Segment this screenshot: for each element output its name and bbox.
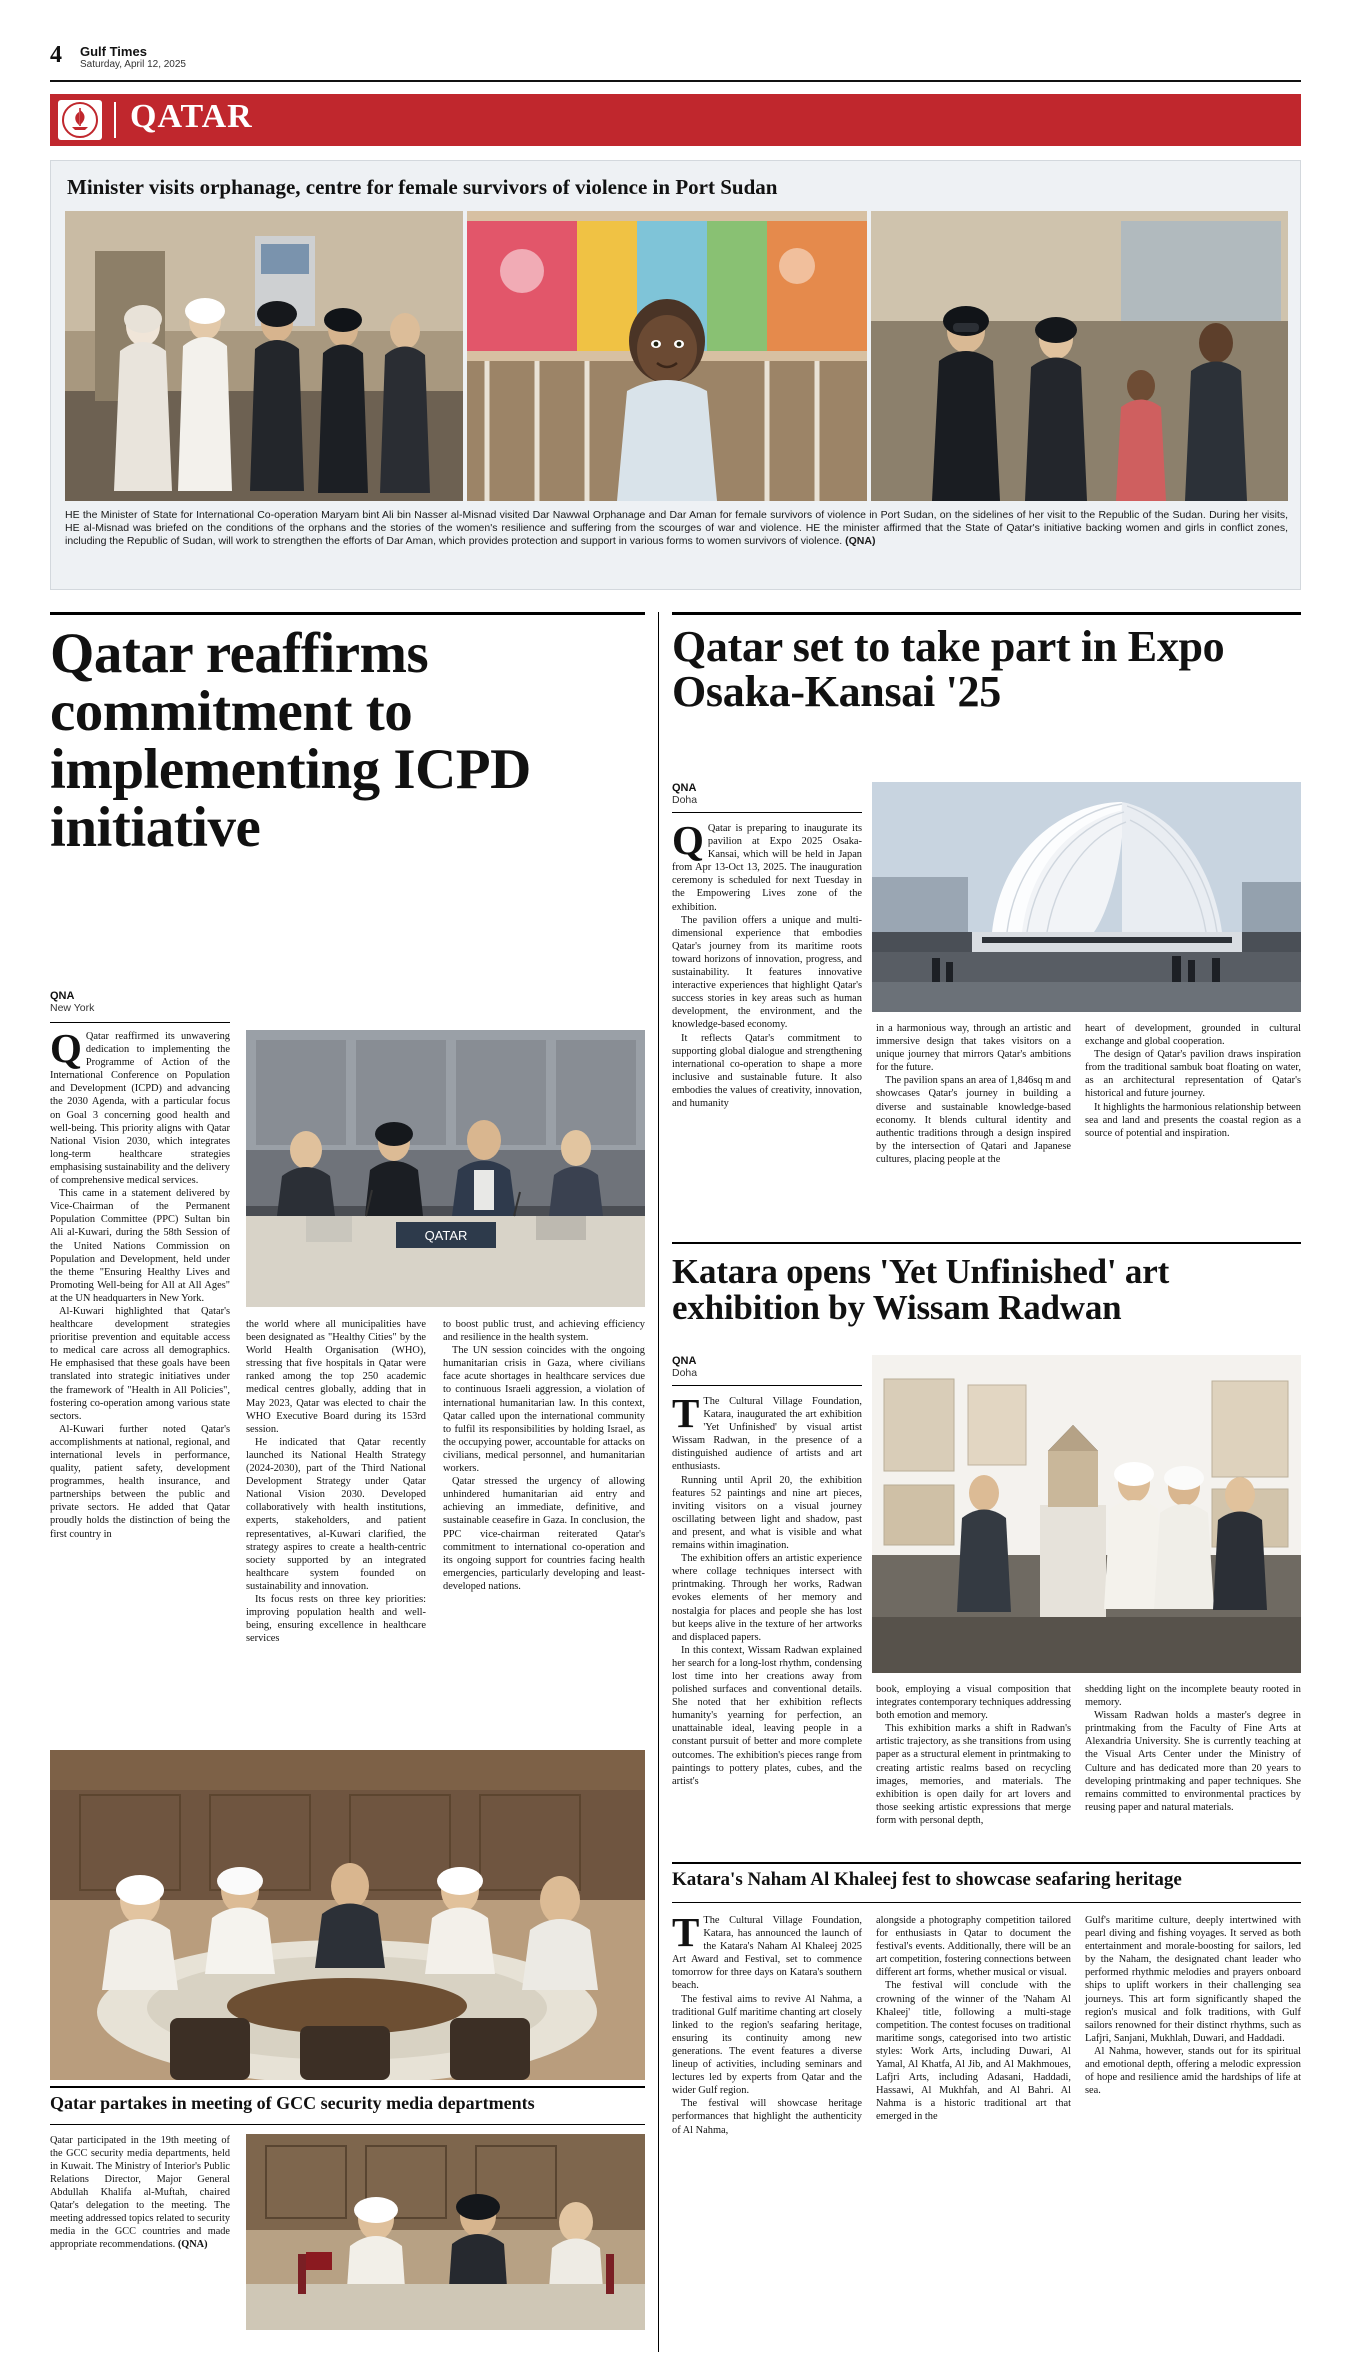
lead-dropcap: Q: [50, 1025, 82, 1071]
katara-col2-p1: book, employing a visual composition that integrates contemporary techniques addressing both emotion and memory.: [876, 1684, 1071, 1722]
photo-expo-pavilion: [872, 782, 1301, 1012]
katara-col2-p2: This exhibition marks a shift in Radwan's artistic trajectory, as she transitions from using paper as a structural element in printmaking to creating artistic realms based on recycling images, memories, and materials. The exhibition is open daily for art lovers and those seeking artistic expressions that merge form with personal depth,: [876, 1723, 1071, 1826]
lead-col3-p1: to boost public trust, and achieving efficiency and resilience in the health system.: [443, 1319, 645, 1344]
expo-headline: Qatar set to take part in Expo Osaka-Kansai '25: [672, 622, 1225, 716]
rule-lead-top: [50, 612, 645, 615]
gcc-headline: Qatar partakes in meeting of GCC security media departments: [50, 2093, 535, 2113]
naham-column-3: [1085, 1914, 1301, 2344]
gcc-caption: [50, 2134, 230, 2334]
lead-byline: [50, 990, 94, 1014]
lead-byline-place: New York: [50, 1002, 95, 1014]
naham-col1-p1: The Cultural Village Foundation, Katara, has announced the launch of the Katara's Naham Al Khaleej 2025 Art Award and Festival, set to commence tomorrow for three days on Katara's southern beach.: [672, 1915, 862, 1992]
lead-col1-p4: Al-Kuwari further noted Qatar's accomplishments at national, regional, and international levels in performance, quality, patient safety, development programmes, health insurance, and partnerships between the public and private sectors. He added that Qatar proudly holds the distinction of being the first country in: [50, 1423, 230, 1540]
photo-row: [65, 211, 1288, 501]
katara-col1-p1: The Cultural Village Foundation, Katara, inaugurated the art exhibition 'Yet Unfinished' by visual artist Wissam Radwan, in the presence of a distinguished audience of artists and art enthusiasts.: [672, 1396, 862, 1473]
top-package-caption-text: HE the Minister of State for International Co-operation Maryam bint Ali bin Nasser al-Misnad visited Dar Nawwal Orphanage and Dar Aman for female survivors of violence in Port Sudan, on the sidelines of her visit to the Republic of the Sudan. During her visits, HE al-Misnad was briefed on the conditions of the orphans and the stories of the women's resilience and suffering from the scourges of war and violence. HE the minister affirmed that the State of Qatar's initiative backing women and girls in conflict zones, including the Republic of Sudan, will work to strengthen the efforts of Dar Aman, which provides protection and support in various forms to women survivors of violence.: [65, 509, 1288, 547]
photo-katara-exhibition: [872, 1355, 1301, 1673]
page-number: 4: [50, 42, 62, 68]
katara-headline: Katara opens 'Yet Unfinished' art exhibition by Wissam Radwan: [672, 1252, 1170, 1327]
lead-column-3: [443, 1318, 645, 1728]
masthead: [50, 42, 1301, 82]
top-package-caption: [65, 509, 1288, 548]
katara-byline-place: Doha: [672, 1367, 698, 1379]
naham-col2-p1: alongside a photography competition tailored for enthusiasts in Qatar to document the festival's events. Additionally, there will be an art competition, fostering connections between different art forms, whether musical or visual.: [876, 1915, 1071, 1979]
katara-column-1: [672, 1390, 862, 1845]
lead-column-1: [50, 1025, 230, 1720]
katara-col1-p3: The exhibition offers an artistic experience where collage techniques intersect with printmaking. Through her works, Radwan evokes elements of her memory and nostalgia for places and people she has lost but keeps alive in the texture of her artworks and displaced papers.: [672, 1553, 862, 1643]
katara-dropcap: T: [672, 1390, 700, 1436]
photo-gcc-meeting: [50, 1750, 645, 2080]
naham-col1-p3: The festival will showcase heritage performances that highlight the authenticity of Al Nahma,: [672, 2098, 862, 2136]
photo-orphanage-visit-2: [467, 211, 867, 501]
lead-col3-p3: Qatar stressed the urgency of allowing unhindered humanitarian aid entry and achieving an immediate, definitive, and sustainable ceasefire in Gaza. In conclusion, the PPC vice-chairman reiterated Qatar's commitment to international co-operation and its ongoing support for countries facing health emergencies, particularly developing and least-developed nations.: [443, 1476, 645, 1592]
naham-column-2: [876, 1914, 1071, 2344]
top-photo-package: [50, 160, 1301, 590]
expo-col1-p3: It reflects Qatar's commitment to supporting global dialogue and strengthening international co-operation to shape a more inclusive and sustainable future. It also embodies the values of creativity, innovation, and humanity: [672, 1032, 862, 1109]
katara-story: [672, 1254, 1301, 1325]
lead-column-2: [246, 1318, 426, 1728]
expo-column-2: [876, 1022, 1071, 1222]
rule-vertical-center: [658, 612, 659, 2352]
section-divider: [114, 102, 116, 138]
rule-gcc-top: [50, 2086, 645, 2088]
gcc-caption-text: Qatar participated in the 19th meeting of the GCC security media departments, held in Kuwait. The Ministry of Interior's Public Relations Director, Major General Abdullah Khalifa al-Muftah, chaired Qatar's delegation to the meeting. The meeting addressed topics related to security media in the GCC countries and made appropriate recommendations.: [50, 2135, 230, 2250]
katara-col3-p1: shedding light on the incomplete beauty rooted in memory.: [1085, 1684, 1301, 1709]
katara-col3-p2: Wissam Radwan holds a master's degree in printmaking from the Faculty of Fine Arts at Alexandria University. She is currently teaching at the Visual Arts Center under the Ministry of Culture and has dedicated more than 20 years to developing printmaking and paper techniques. She remains committed to environmental practices by reusing paper and natural materials.: [1085, 1710, 1301, 1813]
naham-dropcap: T: [672, 1909, 700, 1955]
lead-byline-rule: [50, 1022, 230, 1023]
expo-byline: [672, 782, 697, 806]
katara-byline-rule: [672, 1385, 862, 1386]
rule-gcc-bottom: [50, 2124, 645, 2125]
expo-column-1: [672, 817, 862, 1222]
rule-katara-top: [672, 1242, 1301, 1244]
expo-col1-p1: Qatar is preparing to inaugurate its pavilion at Expo 2025 Osaka-Kansai, which will be held in Japan from Apr 13-Oct 13, 2025. The inauguration ceremony is scheduled for next Tuesday in the Empowering Lives zone of the exhibition.: [672, 823, 862, 913]
svg-text:QATAR: QATAR: [424, 1228, 468, 1243]
gulf-times-logo-icon: [58, 100, 102, 140]
naham-col1-p2: The festival aims to revive Al Nahma, a traditional Gulf maritime chanting art closely linked to the region's seafaring heritage, ensuring its continuity among new generations. The event features a diverse lineup of activities, including seminars and lectures led by experts from Qatar and the wider Gulf region.: [672, 1993, 862, 2097]
katara-byline: [672, 1355, 697, 1379]
katara-column-3: [1085, 1683, 1301, 1843]
photo-un-session: [246, 1030, 645, 1307]
lead-col2-p3: Its focus rests on three key priorities: improving population health and well-being, ensuring excellence in healthcare services: [246, 1593, 426, 1645]
expo-story: [672, 622, 1301, 716]
lead-col3-p2: The UN session coincides with the ongoing humanitarian crisis in Gaza, where civilians face acute shortages in healthcare services due to continuous Israeli aggression, a violation of international humanitarian law. In this context, Qatar called upon the international community to fulfil its responsibilities by holding Israel, as the occupying power, accountable for attacks on civilians, medical personnel, and humanitarian workers.: [443, 1345, 645, 1475]
lead-story: [50, 622, 645, 860]
naham-column-1: [672, 1909, 862, 2344]
rule-naham-top: [672, 1862, 1301, 1864]
naham-headline: Katara's Naham Al Khaleej fest to showcase seafaring heritage: [672, 1869, 1182, 1890]
naham-col3-p2: Al Nahma, however, stands out for its spiritual and emotional depth, offering a melodic expression of hope and resilience amid the hardships of life at sea.: [1085, 2045, 1301, 2097]
publication-date: Saturday, April 12, 2025: [80, 59, 186, 70]
top-package-caption-credit: (QNA): [845, 535, 876, 547]
lead-col1-p3: Al-Kuwari highlighted that Qatar's healthcare development strategies prioritise prevention and equitable access to medical care across all demographics. He emphasised that these goals have been translated into strategic initiatives under the framework of "Health in All Policies", fostering co-operation among various state sectors.: [50, 1305, 230, 1422]
expo-col2-p2: The pavilion spans an area of 1,846sq m and showcases Qatar's journey in building a diverse and sustainable knowledge-based economy. It blends cultural identity and authentic traditions through a design inspired by the intersection of Qatari and Japanese cultures, placing people at the: [876, 1075, 1071, 1165]
rule-expo-top: [672, 612, 1301, 615]
expo-column-3: [1085, 1022, 1301, 1222]
katara-column-2: [876, 1683, 1071, 1843]
naham-col3-p1: Gulf's maritime culture, deeply intertwined with pearl diving and fishing voyages. It served as both entertainment and morale-boosting for sailors, led by the Naham, the designated chant leader who performed rhythmic melodies and prayers onboard ships to uplift workers in their challenging sea journeys. This art form significantly shaped the region's musical and folk traditions, with Gulf sailors renowned for their distinct rhythms, such as Lafjri, Sanjani, Mukhlah, Duwari, and Haddadi.: [1085, 1915, 1301, 2044]
photo-orphanage-visit-1: [65, 211, 463, 501]
katara-byline-source: QNA: [672, 1355, 697, 1367]
lead-headline: Qatar reaffirms commitment to implementing ICPD initiative: [50, 622, 531, 860]
lead-col1-p1: Qatar reaffirmed its unwavering dedication to implementing the Programme of Action of the International Conference on Population and Development (ICPD) and advancing the 2030 Agenda, with a particular focus on Goal 3 concerning good health and well-being. This priority aligns with Qatar National Vision 2030, which integrates long-term healthcare strategies emphasising sustainability and the delivery of comprehensive medical services.: [50, 1031, 230, 1187]
photo-orphanage-visit-3: [871, 211, 1288, 501]
paper-name: Gulf Times: [80, 44, 147, 59]
expo-byline-place: Doha: [672, 794, 698, 806]
rule-naham-bottom: [672, 1902, 1301, 1903]
photo-gcc-delegation: [246, 2134, 645, 2330]
lead-col1-p2: This came in a statement delivered by Vice-Chairman of the Permanent Population Committee (PPC) Sultan bin Ali al-Kuwari, during the 58th Session of the United Nations Commission on Population and Development, held under the theme "Ensuring Healthy Lives and Promoting Well-being for All at All Ages" at the UN headquarters in New York.: [50, 1188, 230, 1304]
gcc-caption-credit: (QNA): [177, 2239, 208, 2250]
lead-col2-p2: He indicated that Qatar recently launched its National Health Strategy (2024-2030), part of the Third National Development Strategy under Qatar National Vision 2030. Developed collaboratively with health institutions, experts, stakeholders, and patient representatives, al-Kuwari clarified, the strategy aspires to create a health-centric society supported by an integrated healthcare system founded on sustainability and innovation.: [246, 1436, 426, 1592]
expo-col3-p1: heart of development, grounded in cultural exchange and global cooperation.: [1085, 1023, 1301, 1048]
expo-byline-rule: [672, 812, 862, 813]
expo-col1-p2: The pavilion offers a unique and multi-dimensional experience that embodies Qatar's journey from its maritime roots toward horizons of innovation, progress, and sustainability. It features innovative interactive experiences that highlight Qatar's success stories in key areas such as human development, the environment, and the knowledge-based economy.: [672, 914, 862, 1031]
section-bar: [50, 94, 1301, 146]
expo-byline-source: QNA: [672, 782, 697, 794]
katara-col1-p4: In this context, Wissam Radwan explained her search for a long-lost rhythm, condensing lost time into her creations away from polished surfaces and conventional details. She noted that her exhibition reflects humanity's yearning for perfection, an unattainable ideal, leaving people in a constant pursuit of better and more complete outcomes. The exhibition's pieces range from paintings to pottery plates, cubes, and the artist's: [672, 1644, 862, 1787]
expo-col3-p3: It highlights the harmonious relationship between sea and land and presents the coastal region as a source of potential and inspiration.: [1085, 1101, 1301, 1139]
expo-dropcap: Q: [672, 817, 704, 863]
section-title: QATAR: [130, 98, 253, 135]
expo-col3-p2: The design of Qatar's pavilion draws inspiration from the traditional sambuk boat floating on water, as an architectural representation of Qatar's historical and future journey.: [1085, 1049, 1301, 1100]
expo-col2-p1: in a harmonious way, through an artistic and immersive design that takes visitors on a unique journey that mirrors Qatar's ambitions for the future.: [876, 1023, 1071, 1074]
katara-col1-p2: Running until April 20, the exhibition features 52 paintings and nine art pieces, inviting visitors on a visual journey oscillating between light and shadow, past and present, and what is visible and what remains within imagination.: [672, 1474, 862, 1552]
naham-col2-p2: The festival will conclude with the crowning of the winner of the 'Naham Al Khaleej' title, following a multi-stage competition. The contest focuses on traditional maritime songs, categorised into two artistic styles: Work Arts, including Duwari, Al Yamal, Al Khatfa, Al Jib, and Al Makhmoues, Lafjri Arts, including Adasani, Haddadi, Hassawi, Al Mukhfah, and Al Bahri. Al Nahma is a historic traditional art that emerged in the: [876, 1980, 1071, 2123]
top-package-headline: Minister visits orphanage, centre for female survivors of violence in Port Sudan: [67, 175, 778, 199]
lead-byline-source: QNA: [50, 990, 75, 1002]
lead-col2-p1: the world where all municipalities have been designated as "Healthy Cities" by the World Health Organisation (WHO), stressing that five hospitals in Qatar were ranked among the top 250 academic medical centres globally, adding that in May 2023, Qatar was elected to chair the WHO Executive Board during its 153rd session.: [246, 1319, 426, 1435]
